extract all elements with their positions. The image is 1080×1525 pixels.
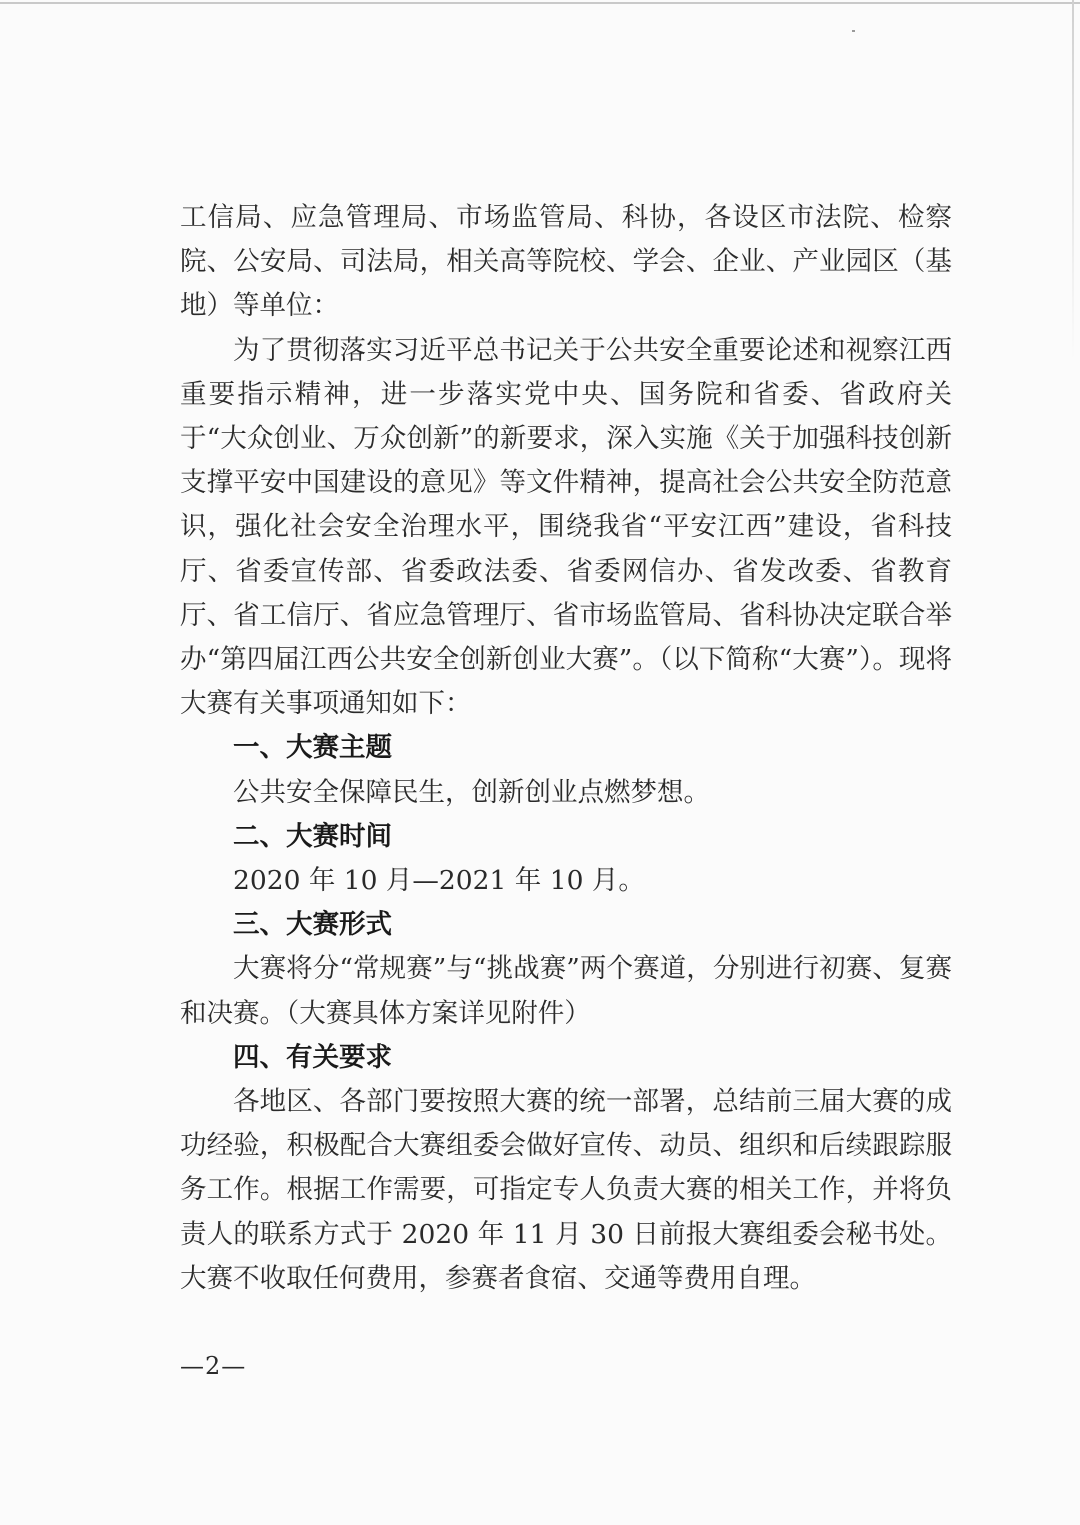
addressee-paragraph: 工信局、应急管理局、市场监管局、科协，各设区市法院、检察院、公安局、司法局，相关高等院校、学会、企业、产业园区（基地）等单位：	[180, 202, 952, 322]
requirements-paragraph: 各地区、各部门要按照大赛的统一部署，总结前三届大赛的成功经验，积极配合大赛组委会做好宣传、动员、组织和后续跟踪服务工作。根据工作需要，可指定专人负责大赛的相关工作，并将负责人的联系方式于 2020 年 11 月 30 日前报大赛组委会秘书处。大赛不收取任何费用，参赛者食宿、交通等费用自理。	[180, 1086, 952, 1294]
section-heading-time: 二、大赛时间	[233, 820, 392, 852]
scan-speck	[852, 30, 855, 32]
document-body	[180, 196, 952, 1301]
time-paragraph: 2020 年 10 月—2021 年 10 月。	[233, 865, 645, 897]
intro-paragraph: 为了贯彻落实习近平总书记关于公共安全重要论述和视察江西重要指示精神，进一步落实党中央、国务院和省委、省政府关于“大众创业、万众创新”的新要求，深入实施《关于加强科技创新支撑平安中国建设的意见》等文件精神，提高社会公共安全防范意识，强化社会安全治理水平，围绕我省“平安江西”建设，省科技厅、省委宣传部、省委政法委、省委网信办、省发改委、省教育厅、省工信厅、省应急管理厅、省市场监管局、省科协决定联合举办“第四届江西公共安全创新创业大赛”。（以下简称“大赛”）。现将大赛有关事项通知如下：	[180, 334, 952, 720]
section-heading-theme: 一、大赛主题	[233, 732, 392, 764]
section-heading-format: 三、大赛形式	[233, 909, 392, 941]
page-number: —2—	[180, 1352, 247, 1380]
section-heading-requirements: 四、有关要求	[233, 1041, 392, 1073]
format-paragraph: 大赛将分“常规赛”与“挑战赛”两个赛道，分别进行初赛、复赛和决赛。（大赛具体方案详见附件）	[180, 953, 952, 1029]
scan-right-edge	[1072, 0, 1074, 360]
theme-paragraph: 公共安全保障民生，创新创业点燃梦想。	[233, 776, 710, 808]
scan-top-edge	[0, 2, 1080, 4]
